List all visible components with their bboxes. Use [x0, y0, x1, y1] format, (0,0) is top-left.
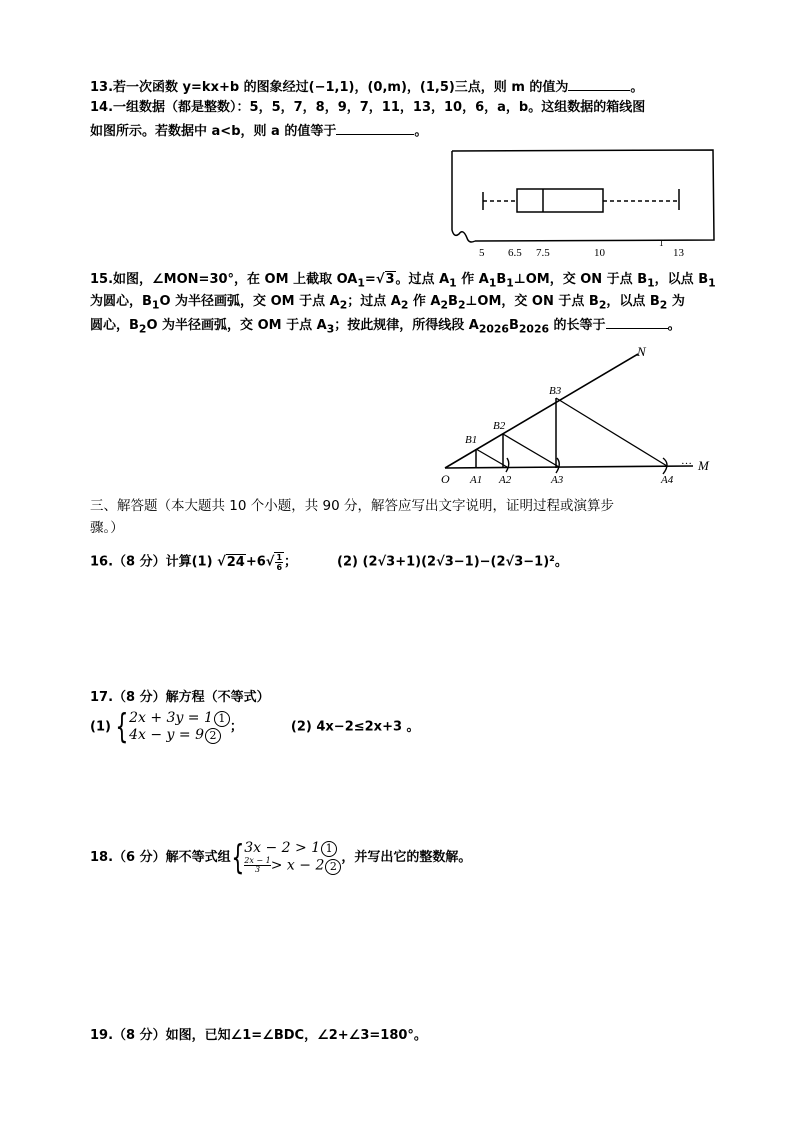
sqrt-icon: √: [217, 554, 226, 570]
brace-icon: {: [230, 837, 244, 878]
question-17-body: (1) { 2x + 3y = 1 1 4x − y = 9 2 ； (2) 4x−2≤2x+3 。: [90, 707, 420, 747]
q16-label: 16.（8 分）计算(1): [90, 554, 218, 570]
question-13: [90, 76, 643, 98]
tick-label-6.5: 6.5: [508, 247, 522, 259]
question-14-line2: [90, 120, 427, 142]
q16-part2: (2) (2√3+1)(2√3−1)−(2√3−1)²。: [337, 554, 568, 570]
boxplot-figure: [449, 148, 717, 260]
q13-text: 13.若一次函数 y=kx+b 的图象经过(−1,1)，(0,m)，(1,5)三点，则 m 的值为: [90, 80, 569, 95]
label-B2: B2: [493, 420, 506, 432]
question-18: 18.（6 分）解不等式组{ 3x − 2 > 1 1 $\frac{2x - 1}{3}$ > x − 2 2 ，并写出它的整数解。: [90, 837, 472, 878]
q16-sqrt24: 24: [226, 554, 245, 570]
q14-line1-text: 14.一组数据（都是整数）：5，5，7，8，9，7，11，13，10，6，a，b。这组数据的箱线图: [90, 100, 646, 115]
q14-line2-text: 如图所示。若数据中 a<b，则 a 的值等于: [90, 124, 337, 139]
segment-B3A4: [556, 398, 667, 466]
question-15-line3: 圆心，$B_2O$ 为半径画弧，交 OM 于点 $A_3$；按此规律，所得线段 $A_{2026}B_{2026}$ 的长等于 。: [90, 314, 681, 340]
boxplot-box: [517, 189, 603, 212]
question-15-line1: 15.如图，∠MON=30°，在 OM 上截取 $OA_1=√3$。过点 $A_1$ 作 $A_1B_1\perp OM$，交 ON 于点 $B_1$，以点 $B_1$: [90, 272, 716, 290]
section-3-heading-line1: 三、解答题（本大题共 10 个小题，共 90 分，解答应写出文字说明，证明过程或演算步: [90, 498, 615, 514]
tick-label-5: 5: [479, 247, 485, 259]
label-A1: A1: [470, 474, 483, 486]
question-14-line1: [90, 98, 645, 118]
label-O: O: [441, 472, 450, 486]
label-B1: B1: [465, 434, 478, 446]
brace-icon: {: [115, 707, 129, 747]
arc-A2: [506, 458, 509, 472]
answer-blank-15[interactable]: [606, 314, 668, 329]
question-17-label: 17.（8 分）解方程（不等式）: [90, 690, 270, 705]
label-A4: A4: [661, 474, 674, 486]
ray-OM: [445, 466, 693, 468]
label-ellipsis: …: [681, 455, 692, 467]
tick-label-10: 10: [594, 247, 605, 259]
sqrt-icon: √: [265, 554, 275, 570]
ray-ON: [445, 354, 638, 468]
q14-end: 。: [414, 124, 428, 139]
q16-fraction: $\frac{1}{6}$: [276, 553, 283, 572]
segment-B2A3: [503, 434, 559, 467]
section-3-heading-line2: 骤。）: [90, 520, 124, 536]
inequality-system: 3x − 2 > 1 1 $\frac{2x - 1}{3}$ > x − 2 2: [244, 840, 341, 875]
question-16: 16.（8 分）计算(1) √24+6√ $\frac{1}{6}$ ； (2) (2√3+1)(2√3−1)−(2√3−1)²。: [90, 553, 568, 572]
tick-label-extra: 1: [659, 238, 664, 248]
label-A2: A2: [499, 474, 512, 486]
label-A3: A3: [551, 474, 564, 486]
label-N: N: [637, 344, 646, 359]
question-15-line2: 为圆心，$B_1O$ 为半径画弧，交 OM 于点 $A_2$；过点 $A_2$ 作 $A_2B_2\perp OM$，交 ON 于点 $B_2$，以点 $B_2$ 为: [90, 294, 685, 312]
question-19: 19.（8 分）如图，已知∠1=∠BDC，∠2+∠3=180°。: [90, 1028, 427, 1043]
figure-15-geometry: [435, 340, 725, 490]
equation-system: 2x + 3y = 1 1 4x − y = 9 2: [129, 710, 230, 744]
boxplot-frame: [452, 150, 714, 242]
label-B3: B3: [549, 385, 562, 397]
label-M: M: [698, 458, 709, 473]
tick-label-13: 13: [673, 247, 684, 259]
tick-label-7.5: 7.5: [536, 247, 550, 259]
q13-end: 。: [630, 80, 644, 95]
answer-blank-13[interactable]: [568, 76, 630, 91]
q17-part2: (2) 4x−2≤2x+3 。: [290, 719, 420, 735]
answer-blank-14[interactable]: [336, 120, 414, 135]
